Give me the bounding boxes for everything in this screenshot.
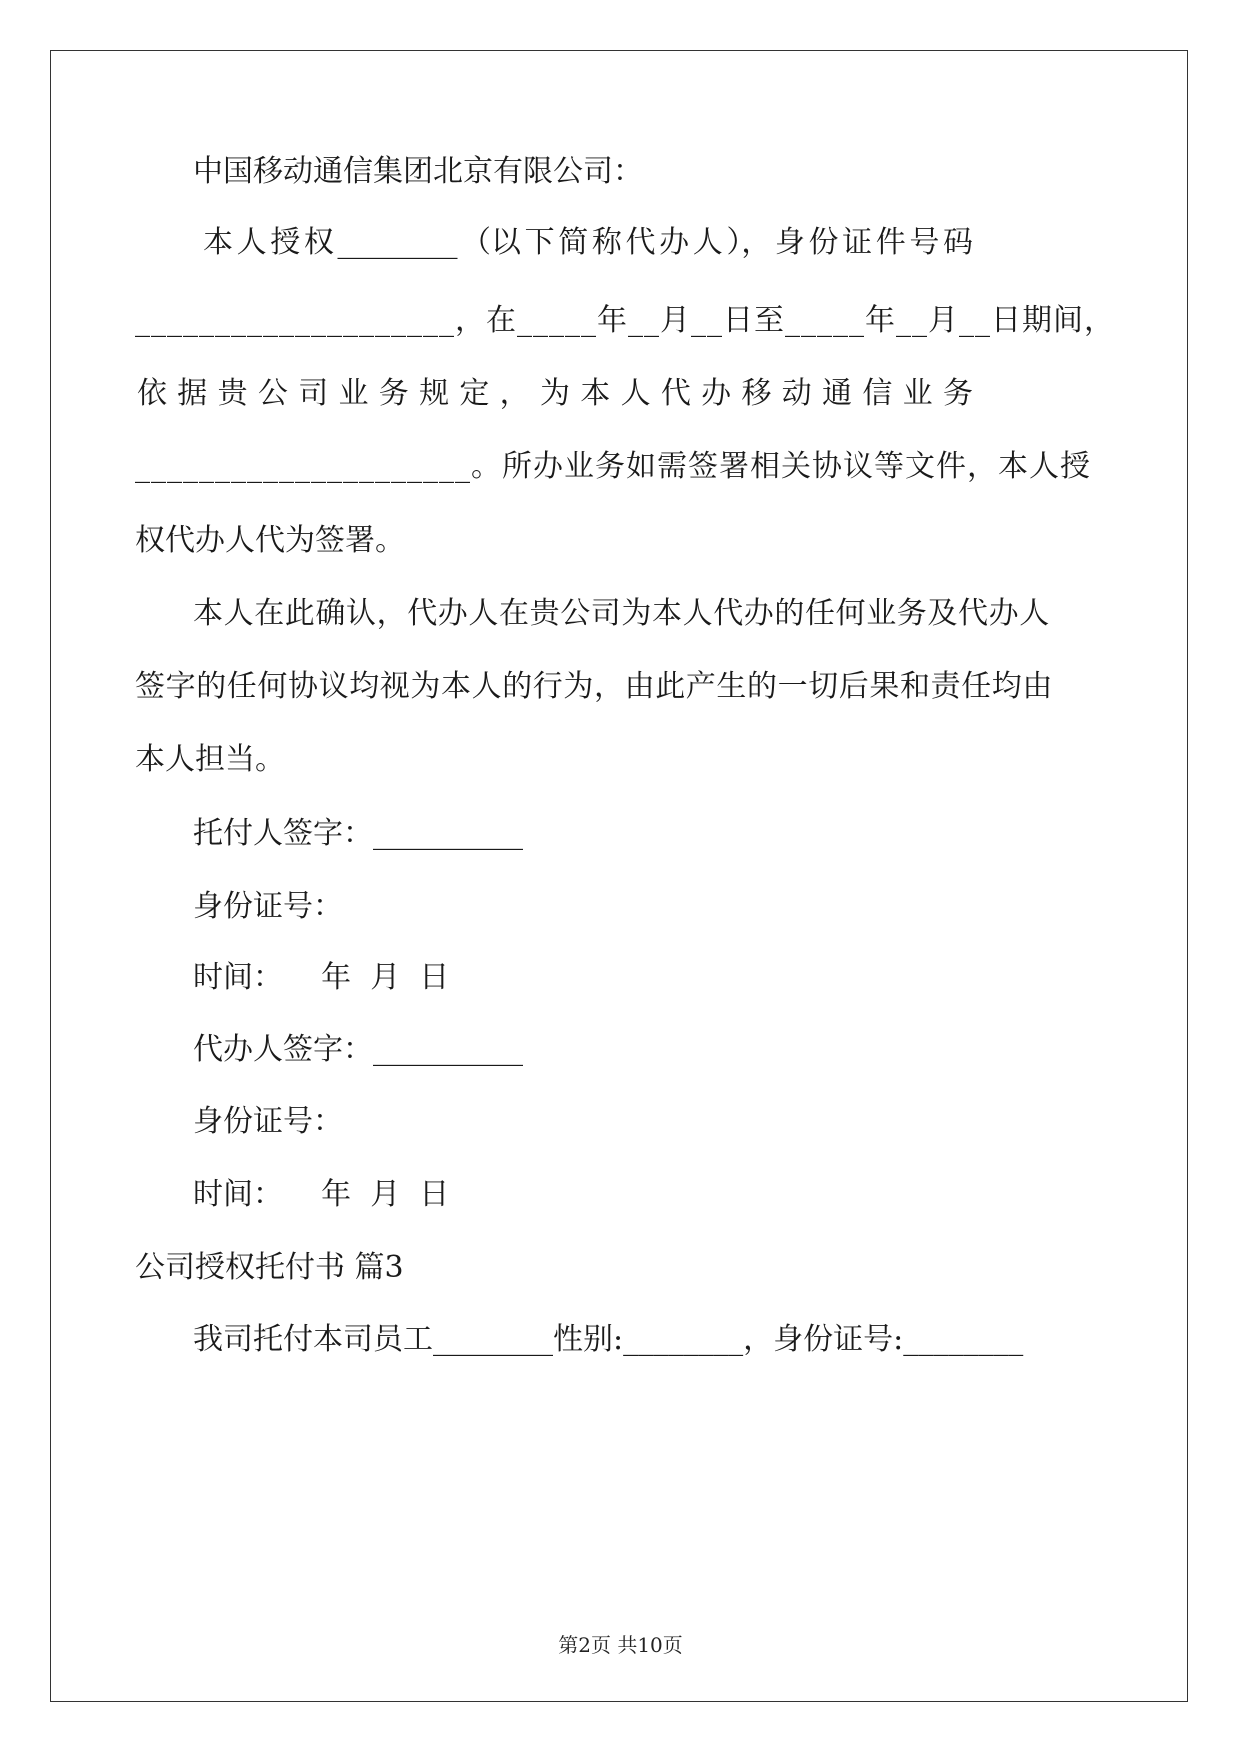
paragraph-3-line-1: 我司托付本司员工________性别:________，身份证号:________ [193, 1322, 1024, 1357]
paragraph-1-line-3-glyph: 公 [257, 376, 288, 411]
agent-signature-field: 代办人签字：__________ [193, 1032, 523, 1067]
paragraph-1-line-3-glyph: 业 [902, 376, 933, 411]
paragraph-1-line-3-glyph: 为 [539, 376, 570, 411]
paragraph-1-line-5: 权代办人代为签署。 [135, 523, 405, 558]
paragraph-1-line-1-glyph: 本 [203, 225, 233, 260]
principal-signature-field: 托付人签字：__________ [193, 816, 523, 851]
paragraph-1-line-3-glyph: 务 [378, 376, 409, 411]
paragraph-1-line-3-glyph: 司 [298, 376, 329, 411]
page-footer: 第2页 共10页 [558, 1633, 683, 1657]
section-heading: 公司授权托付书 篇3 [135, 1250, 404, 1285]
agent-time-field: 时间： 年 月 日 [193, 1177, 450, 1212]
paragraph-1-line-3-glyph: ， [499, 376, 530, 411]
paragraph-2-line-1: 本人在此确认，代办人在贵公司为本人代办的任何业务及代办人 [193, 596, 1050, 631]
paragraph-1-line-1-glyph: 件 [875, 225, 906, 260]
paragraph-1-line-1 [203, 223, 973, 263]
paragraph-1-line-3-glyph: 动 [781, 376, 812, 411]
paragraph-1-line-3-glyph: 信 [862, 376, 893, 411]
paragraph-1-line-3-glyph: 通 [822, 376, 853, 411]
paragraph-1-line-3-glyph: 贵 [217, 376, 248, 411]
paragraph-1-line-1-glyph: 人 [692, 225, 723, 260]
agent-id-field: 身份证号： [193, 1104, 343, 1139]
paragraph-1-line-1-glyph: 人 [236, 225, 267, 260]
paragraph-1-line-3-glyph: 据 [177, 376, 208, 411]
paragraph-1-line-1-glyph: 权 [303, 225, 334, 260]
paragraph-1-line-1-glyph: 简 [558, 225, 589, 260]
principal-time-field: 时间： 年 月 日 [193, 960, 450, 995]
paragraph-1-line-1-glyph: 身 [774, 225, 805, 260]
paragraph-1-line-3-glyph: 人 [620, 376, 651, 411]
paragraph-1-line-1-glyph: 份 [808, 225, 839, 260]
paragraph-1-line-1-glyph: ________ [337, 225, 458, 260]
paragraph-1-line-3-glyph: 依 [137, 376, 167, 411]
paragraph-1-line-1-glyph: （以 [461, 225, 522, 260]
paragraph-2-line-2: 签字的任何协议均视为本人的行为，由此产生的一切后果和责任均由 [135, 669, 1053, 704]
paragraph-1-line-3-glyph: 移 [741, 376, 772, 411]
paragraph-1-line-1-glyph: 号 [909, 225, 940, 260]
paragraph-1-line-3-glyph: 代 [660, 376, 691, 411]
paragraph-1-line-1-glyph: 授 [270, 225, 301, 260]
paragraph-1-line-3-glyph: 定 [459, 376, 490, 411]
paragraph-1-line-1-glyph: 证 [842, 225, 873, 260]
paragraph-1-line-1-glyph: 代 [625, 225, 656, 260]
paragraph-1-line-3-glyph: 规 [419, 376, 450, 411]
paragraph-1-line-3-glyph: 务 [942, 376, 973, 411]
paragraph-1-line-1-glyph: 码 [942, 225, 973, 260]
page-border [50, 50, 1188, 1702]
salutation: 中国移动通信集团北京有限公司： [193, 154, 643, 189]
paragraph-1-line-3 [137, 374, 973, 414]
paragraph-1-line-3-glyph: 业 [338, 376, 369, 411]
paragraph-1-line-3-glyph: 本 [580, 376, 611, 411]
paragraph-1-line-1-glyph: 办 [659, 225, 690, 260]
paragraph-1-line-1-glyph: ）， [726, 225, 772, 260]
paragraph-1-line-1-glyph: 称 [591, 225, 622, 260]
paragraph-1-line-4: _____________________。所办业务如需签署相关协议等文件，本人授 [135, 449, 1091, 484]
paragraph-1-line-3-glyph: 办 [701, 376, 732, 411]
paragraph-1-line-2: ____________________，在_____年__月__日至_____年__月__日期间， [135, 303, 1115, 338]
paragraph-1-line-1-glyph: 下 [524, 225, 555, 260]
paragraph-2-line-3: 本人担当。 [135, 742, 285, 777]
principal-id-field: 身份证号： [193, 889, 343, 924]
